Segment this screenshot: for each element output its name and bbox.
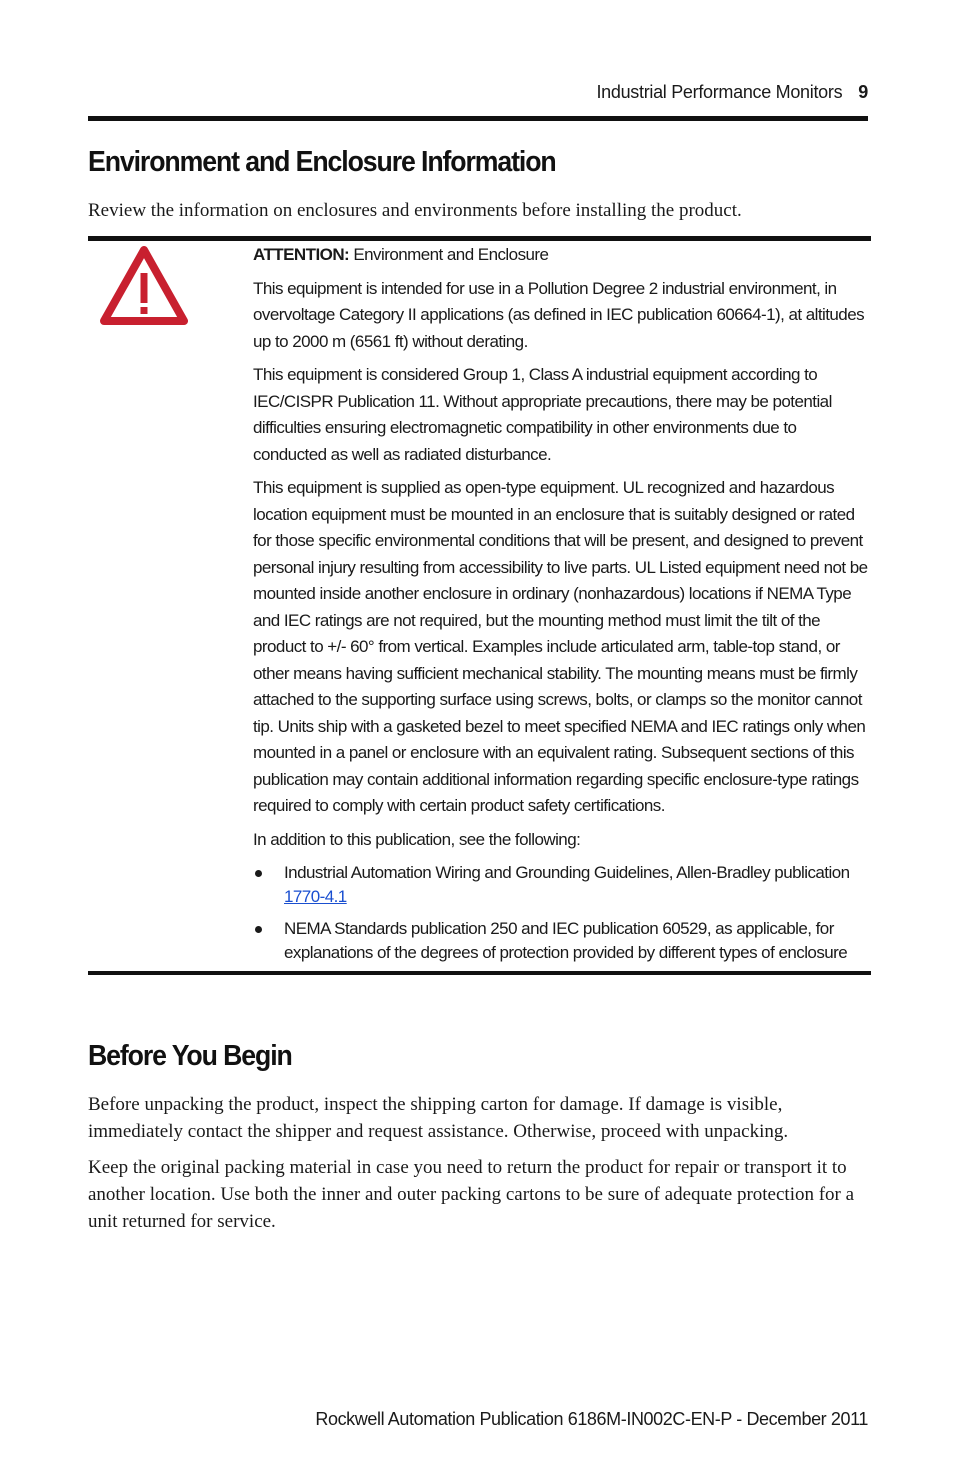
- attention-bottom-rule: [88, 971, 871, 975]
- bullet-icon: [255, 926, 262, 933]
- attention-top-rule: [88, 236, 871, 241]
- attention-paragraph-4: In addition to this publication, see the following:: [253, 829, 581, 849]
- attention-box: [253, 242, 871, 973]
- list-item-text: NEMA Standards publication 250 and IEC publication 60529, as applicable, for explanations of the degrees of protection provided by different types of enclosure: [284, 919, 848, 962]
- reference-list: [253, 861, 871, 964]
- bullet-icon: [255, 870, 262, 877]
- attention-paragraph-2: This equipment is considered Group 1, Class A industrial equipment according to IEC/CISPR Publication 11. Without appropriate precautions, there may be potential difficulties ensuring electromagnetic compatibility in other environments due to conducted as well as radiated disturbance.: [253, 365, 832, 464]
- running-header-title: Industrial Performance Monitors: [596, 82, 843, 102]
- attention-paragraph-3: This equipment is supplied as open-type equipment. UL recognized and hazardous location equipment must be mounted in an enclosure that is suitably designed or rated for those specific environmental conditions that will be present, and designed to prevent personal injury resulting from accessibility to live parts. UL Listed equipment need not be mounted inside another enclosure in ordinary (nonhazardous) locations if NEMA Type and IEC ratings are not required, but the mounting method must limit the tilt of the product to +/- 60° from vertical. Examples include articulated arm, table-top stand, or other means having sufficient mechanical stability. The mounting means must be firmly attached to the supporting surface using screws, bolts, or clamps so the monitor cannot tip. Units ship with a gasketed bezel to meet specified NEMA and IEC ratings only when mounted in a panel or enclosure with an equivalent rating. Subsequent sections of this publication may contain additional information regarding specific enclosure-type ratings required to comply with certain product safety certifications.: [253, 478, 868, 815]
- attention-title-text: Environment and Enclosure: [349, 245, 549, 264]
- list-item: [253, 917, 871, 964]
- section-heading-before-you-begin: Before You Begin: [88, 1040, 292, 1072]
- running-header: [596, 82, 868, 103]
- attention-label: ATTENTION:: [253, 245, 350, 264]
- section-intro: Review the information on enclosures and environments before installing the product.: [88, 200, 742, 221]
- body-paragraph-1: Before unpacking the product, inspect the shipping carton for damage. If damage is visible, immediately contact the shipper and request assistance. Otherwise, proceed with unpacking.: [88, 1094, 789, 1142]
- header-rule: [88, 116, 868, 121]
- page-footer: Rockwell Automation Publication 6186M-IN002C-EN-P - December 2011: [315, 1409, 868, 1429]
- list-item-text: Industrial Automation Wiring and Grounding Guidelines, Allen-Bradley publication: [284, 863, 850, 882]
- section-heading-environment: Environment and Enclosure Information: [88, 146, 556, 178]
- warning-triangle-icon: [100, 245, 188, 325]
- attention-paragraph-1: This equipment is intended for use in a Pollution Degree 2 industrial environment, in overvoltage Category II applications (as defined in IEC publication 60664-1), at altitudes up to 2000 m (6561 ft) without derating.: [253, 278, 865, 351]
- attention-title: [253, 242, 871, 269]
- list-item: [253, 861, 871, 908]
- body-paragraph-2: Keep the original packing material in case you need to return the product for repair or transport it to another location. Use both the inner and outer packing cartons to be sure of adequate protection for a unit returned for service.: [88, 1157, 855, 1232]
- page-number: 9: [858, 82, 868, 102]
- publication-link[interactable]: 1770-4.1: [284, 886, 347, 906]
